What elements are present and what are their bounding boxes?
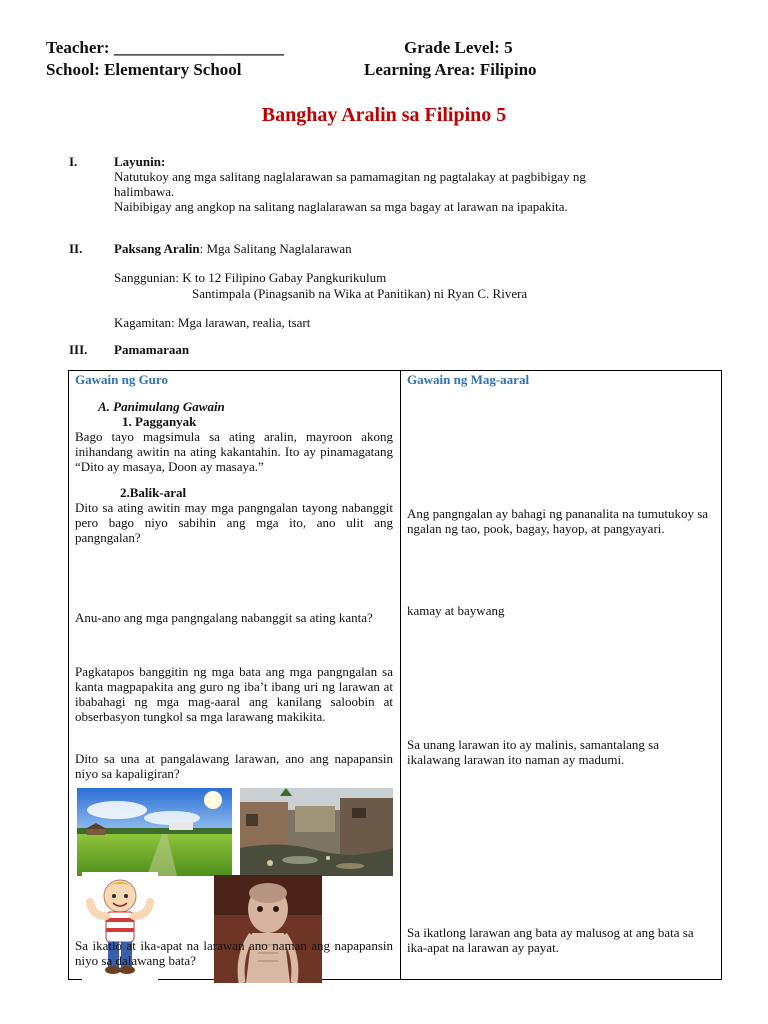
sub-heading-a: A. Panimulang Gawain xyxy=(98,399,225,414)
paksa-value: : Mga Salitang Naglalarawan xyxy=(199,241,352,256)
student-response-4: Sa ikatlong larawan ang bata ay malusog at ang bata sa ika-apat na larawan ay payat. xyxy=(407,925,694,955)
teacher-paragraph-1: Bago tayo magsimula sa ating aralin, mayroon akong inihandang awitin na ating kakantahin. Ito ay pinamagatang “Dito ay masaya, Doon ay masaya.” xyxy=(75,429,393,474)
student-response-1: Ang pangngalan ay bahagi ng pananalita na tumutukoy sa ngalan ng tao, pook, bagay, hayop, at pangyayari. xyxy=(407,506,709,536)
learning-area: Learning Area: Filipino xyxy=(364,60,537,79)
item-pagganyak: 1. Pagganyak xyxy=(122,414,197,429)
teacher-paragraph-5: Dito sa una at pangalawang larawan, ano ang napapansin niyo sa kapaligiran? xyxy=(75,751,393,781)
grade-level: Grade Level: 5 xyxy=(404,38,513,57)
section-1-line-3: Naibibigay ang angkop na salitang naglalarawan sa mga bagay at larawan na ipapakita. xyxy=(114,199,568,214)
dirty-creek-photo xyxy=(240,788,393,876)
section-1-heading: Layunin: xyxy=(114,154,166,169)
teacher-paragraph-3: Anu-ano ang mga pangngalang nabanggit sa ating kanta? xyxy=(75,610,373,625)
teacher-paragraph-6: Sa ikatlo at ika-apat na larawan ano naman ang napapansin niyo sa dalawang bata? xyxy=(75,938,393,968)
col-header-guro: Gawain ng Guro xyxy=(75,372,168,387)
kagamitan: Kagamitan: Mga larawan, realia, tsart xyxy=(114,315,311,330)
section-2-number: II. xyxy=(69,241,83,256)
sanggunian-line-2: Santimpala (Pinagsanib na Wika at Panitikan) ni Ryan C. Rivera xyxy=(192,286,528,301)
student-response-2: kamay at baywang xyxy=(407,603,505,618)
section-3-number: III. xyxy=(69,342,88,357)
teacher-label: Teacher: ____________________ xyxy=(46,38,284,57)
document-title: Banghay Aralin sa Filipino 5 xyxy=(261,104,507,126)
section-3-heading: Pamamaraan xyxy=(114,342,190,357)
school-label: School: Elementary School xyxy=(46,60,242,79)
paksang-aralin xyxy=(114,241,352,256)
table-divider xyxy=(400,370,401,980)
section-1-line-1: Natutukoy ang mga salitang naglalarawan sa pamamagitan ng pagtalakay at pagbibigay ng xyxy=(114,169,586,184)
teacher-paragraph-2: Dito sa ating awitin may mga pangngalan tayong nabanggit pero bago niyo sabihin ang mga ito, ano ulit ang pangngalan? xyxy=(75,500,393,545)
col-header-mag-aaral: Gawain ng Mag-aaral xyxy=(407,372,530,387)
student-response-3: Sa unang larawan ito ay malinis, samantalang sa ikalawang larawan ito naman ay madumi. xyxy=(407,737,659,767)
clean-field-photo xyxy=(77,788,232,876)
section-1-line-2: halimbawa. xyxy=(114,184,175,199)
section-1-number: I. xyxy=(69,154,78,169)
item-balik-aral: 2.Balik-aral xyxy=(120,485,187,500)
sanggunian-line-1: Sanggunian: K to 12 Filipino Gabay Pangkurikulum xyxy=(114,270,387,285)
paksa-label: Paksang Aralin xyxy=(114,241,200,256)
teacher-paragraph-4: Pagkatapos banggitin ng mga bata ang mga pangngalan sa kanta magpapakita ang guro ng iba’t ibang uri ng larawan at ibabahagi ng mga mag-aaral ang kanilang saloobin at obserbasyon tungkol sa mga larawang makikita. xyxy=(75,664,393,724)
